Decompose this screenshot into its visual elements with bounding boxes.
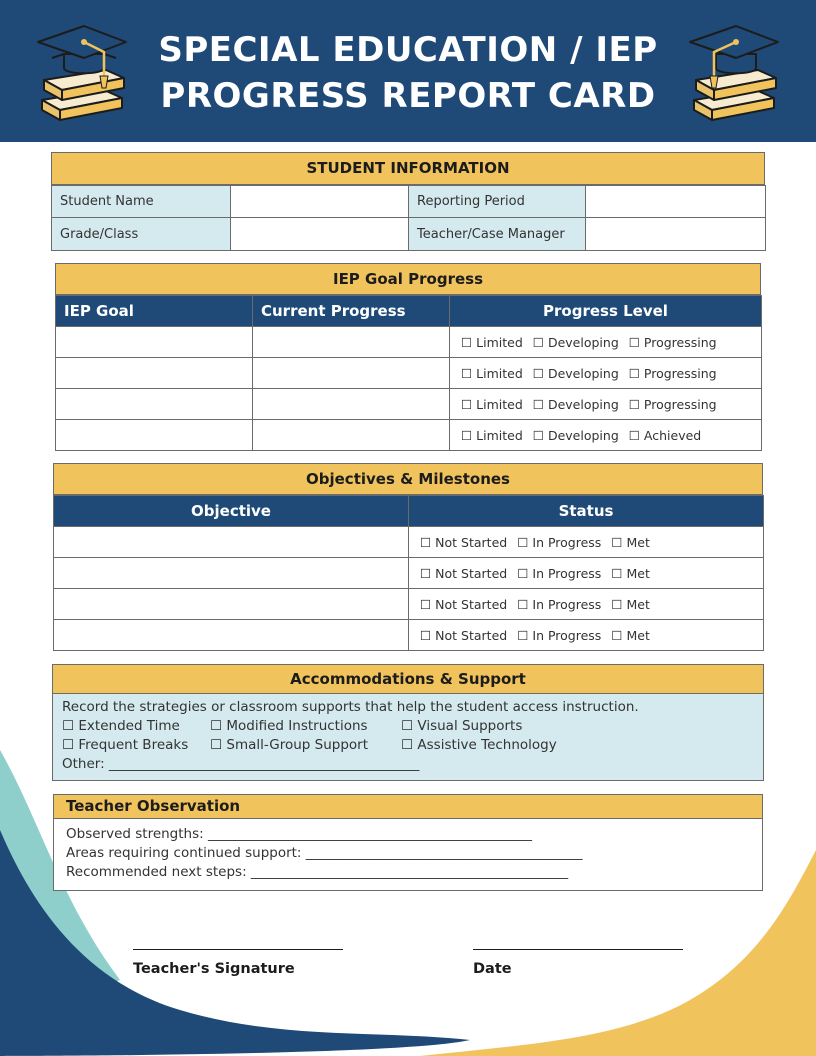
accommodations-row-2	[62, 736, 754, 755]
objective-cell[interactable]	[54, 558, 409, 589]
checkbox-not-started[interactable]: ☐ Not Started	[420, 534, 508, 550]
current-progress-cell[interactable]	[253, 389, 450, 420]
teacher-signature-label: Teacher's Signature	[133, 961, 295, 977]
grade-class-field[interactable]	[231, 218, 409, 251]
status-options	[409, 558, 764, 589]
table-row	[54, 620, 764, 651]
checkbox-developing[interactable]: ☐ Developing	[532, 334, 619, 350]
observed-strengths-field[interactable]: Observed strengths: ________________________________________________	[66, 826, 532, 842]
graduation-cap-books-icon	[34, 18, 130, 124]
checkbox-frequent-breaks[interactable]: ☐ Frequent Breaks	[62, 737, 189, 753]
areas-support-field[interactable]: Areas requiring continued support: _________________________________________	[66, 845, 583, 861]
status-options	[409, 620, 764, 651]
objective-cell[interactable]	[54, 527, 409, 558]
progress-level-options	[450, 327, 762, 358]
next-steps-field[interactable]: Recommended next steps: _______________________________________________	[66, 864, 569, 880]
checkbox-developing[interactable]: ☐ Developing	[532, 427, 619, 443]
header-banner	[0, 0, 816, 142]
accommodations-body	[52, 694, 764, 781]
objectives-title: Objectives & Milestones	[53, 463, 763, 495]
checkbox-met[interactable]: ☐ Met	[611, 596, 650, 612]
objectives-table	[53, 495, 764, 651]
progress-level-options	[450, 389, 762, 420]
objective-cell[interactable]	[54, 589, 409, 620]
accommodations-section	[52, 664, 764, 781]
iep-goal-title: IEP Goal Progress	[55, 263, 761, 295]
table-row	[56, 420, 762, 451]
iep-goal-table	[55, 295, 762, 451]
teacher-field[interactable]	[586, 218, 766, 251]
col-progress-level: Progress Level	[450, 296, 762, 327]
accommodations-row-1	[62, 717, 754, 736]
table-row	[56, 389, 762, 420]
graduation-cap-books-icon	[686, 18, 782, 124]
objectives-section	[53, 463, 763, 651]
checkbox-not-started[interactable]: ☐ Not Started	[420, 627, 508, 643]
current-progress-cell[interactable]	[253, 420, 450, 451]
table-row	[54, 527, 764, 558]
checkbox-assistive-technology[interactable]: ☐ Assistive Technology	[401, 737, 557, 753]
checkbox-in-progress[interactable]: ☐ In Progress	[517, 534, 602, 550]
observation-title: Teacher Observation	[53, 794, 763, 819]
checkbox-progressing[interactable]: ☐ Progressing	[628, 334, 717, 350]
grade-class-label: Grade/Class	[52, 218, 231, 251]
checkbox-limited[interactable]: ☐ Limited	[461, 396, 523, 412]
col-objective: Objective	[54, 496, 409, 527]
checkbox-developing[interactable]: ☐ Developing	[532, 365, 619, 381]
reporting-period-field[interactable]	[586, 186, 766, 218]
student-info-section	[51, 152, 765, 251]
reporting-period-label: Reporting Period	[409, 186, 586, 218]
observation-body	[53, 819, 763, 891]
title-line-1: SPECIAL EDUCATION / IEP	[158, 30, 658, 70]
teacher-signature-line[interactable]	[133, 949, 343, 950]
checkbox-progressing[interactable]: ☐ Progressing	[628, 365, 717, 381]
checkbox-limited[interactable]: ☐ Limited	[461, 334, 523, 350]
col-iep-goal: IEP Goal	[56, 296, 253, 327]
table-row	[54, 589, 764, 620]
accommodations-intro: Record the strategies or classroom supports that help the student access instruction.	[62, 699, 639, 715]
col-current-progress: Current Progress	[253, 296, 450, 327]
teacher-label: Teacher/Case Manager	[409, 218, 586, 251]
observation-section	[53, 794, 763, 891]
iep-goal-cell[interactable]	[56, 389, 253, 420]
table-row	[56, 358, 762, 389]
current-progress-cell[interactable]	[253, 358, 450, 389]
iep-goal-section	[55, 263, 761, 451]
student-name-field[interactable]	[231, 186, 409, 218]
checkbox-limited[interactable]: ☐ Limited	[461, 365, 523, 381]
accommodations-other-field[interactable]: Other: ______________________________________________	[62, 756, 420, 772]
checkbox-limited[interactable]: ☐ Limited	[461, 427, 523, 443]
checkbox-in-progress[interactable]: ☐ In Progress	[517, 565, 602, 581]
status-options	[409, 589, 764, 620]
current-progress-cell[interactable]	[253, 327, 450, 358]
checkbox-small-group-support[interactable]: ☐ Small-Group Support	[210, 737, 369, 753]
iep-goal-cell[interactable]	[56, 327, 253, 358]
title-line-2: PROGRESS REPORT CARD	[160, 76, 656, 116]
col-status: Status	[409, 496, 764, 527]
student-info-table	[51, 185, 766, 251]
status-options	[409, 527, 764, 558]
student-name-label: Student Name	[52, 186, 231, 218]
checkbox-met[interactable]: ☐ Met	[611, 534, 650, 550]
checkbox-visual-supports[interactable]: ☐ Visual Supports	[401, 718, 523, 734]
objective-cell[interactable]	[54, 620, 409, 651]
table-row	[54, 558, 764, 589]
checkbox-progressing[interactable]: ☐ Progressing	[628, 396, 717, 412]
progress-level-options	[450, 358, 762, 389]
date-line[interactable]	[473, 949, 683, 950]
checkbox-extended-time[interactable]: ☐ Extended Time	[62, 718, 180, 734]
iep-goal-cell[interactable]	[56, 358, 253, 389]
checkbox-not-started[interactable]: ☐ Not Started	[420, 565, 508, 581]
checkbox-met[interactable]: ☐ Met	[611, 565, 650, 581]
student-info-title: STUDENT INFORMATION	[51, 152, 765, 185]
progress-level-options	[450, 420, 762, 451]
checkbox-modified-instructions[interactable]: ☐ Modified Instructions	[210, 718, 368, 734]
checkbox-developing[interactable]: ☐ Developing	[532, 396, 619, 412]
checkbox-in-progress[interactable]: ☐ In Progress	[517, 627, 602, 643]
table-row	[56, 327, 762, 358]
checkbox-not-started[interactable]: ☐ Not Started	[420, 596, 508, 612]
checkbox-achieved[interactable]: ☐ Achieved	[628, 427, 702, 443]
checkbox-in-progress[interactable]: ☐ In Progress	[517, 596, 602, 612]
checkbox-met[interactable]: ☐ Met	[611, 627, 650, 643]
iep-goal-cell[interactable]	[56, 420, 253, 451]
date-label: Date	[473, 961, 512, 977]
accommodations-title: Accommodations & Support	[52, 664, 764, 694]
